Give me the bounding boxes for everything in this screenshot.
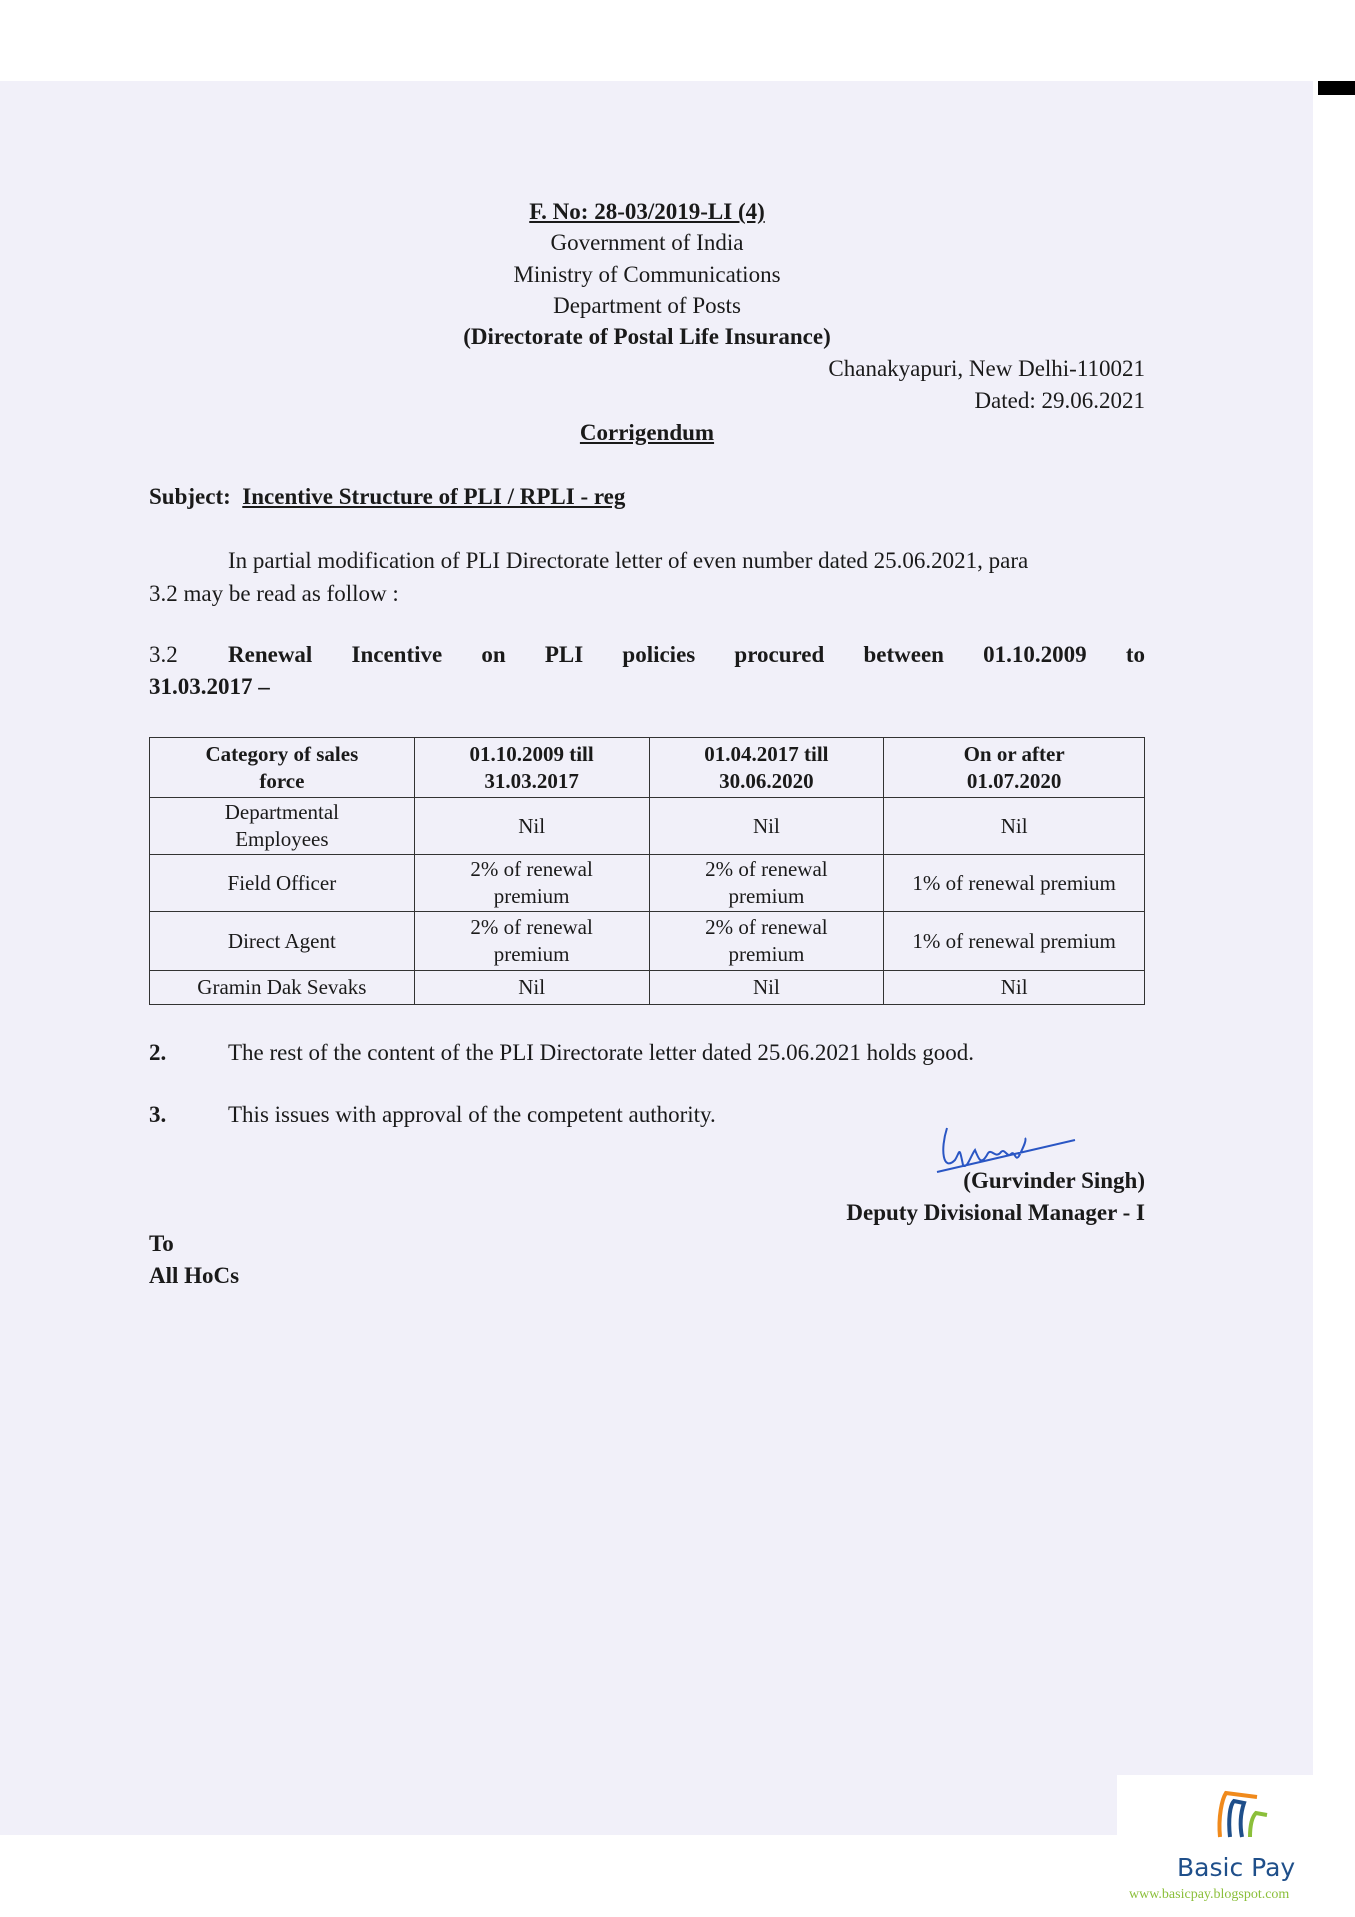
subject-text: Incentive Structure of PLI / RPLI - reg <box>242 484 626 509</box>
intro-line: 3.2 may be read as follow : <box>149 581 399 606</box>
table-cell <box>649 855 884 912</box>
cell-line: 2% of renewal <box>470 857 593 881</box>
table-cell <box>649 798 884 855</box>
section-heading-cont: 31.03.2017 – <box>149 674 270 699</box>
header-line: On or after <box>963 741 1065 766</box>
address: Chanakyapuri, New Delhi-110021 <box>828 356 1145 381</box>
subject <box>149 482 625 512</box>
header-line: Government of India <box>550 230 744 255</box>
signatory-name: (Gurvinder Singh) <box>963 1168 1145 1193</box>
table-cell <box>414 855 649 912</box>
page-title: Corrigendum <box>579 420 715 445</box>
table-header-cell <box>150 738 415 798</box>
cell-line: 2% of renewal <box>705 915 828 939</box>
header-line: Ministry of Communications <box>513 262 781 287</box>
to-label: To <box>149 1231 174 1256</box>
cell-line: 2% of renewal <box>470 915 593 939</box>
scan-mark <box>1318 81 1355 95</box>
header-line: 01.10.2009 till <box>469 741 594 766</box>
table-cell <box>884 798 1145 855</box>
table-cell <box>150 798 415 855</box>
section-heading: Renewal Incentive on PLI policies procured between 01.10.2009 to <box>228 642 1145 667</box>
cell-line: premium <box>728 884 805 908</box>
cell-line: premium <box>493 942 570 966</box>
cell-line: 1% of renewal premium <box>912 870 1116 895</box>
table-row <box>150 855 1145 912</box>
table-cell <box>884 855 1145 912</box>
header-line: force <box>259 768 305 793</box>
cell-line: Nil <box>518 813 546 838</box>
cell-line: Nil <box>518 975 546 999</box>
table-header-cell <box>649 738 884 798</box>
table-cell <box>414 971 649 1005</box>
cell-line: Gramin Dak Sevaks <box>197 975 367 999</box>
table-body <box>150 798 1145 1005</box>
incentive-table <box>149 737 1145 1005</box>
table-cell <box>649 971 884 1005</box>
cell-line: 1% of renewal premium <box>912 928 1116 953</box>
cell-line: Nil <box>752 813 780 838</box>
para-number: 3. <box>149 1102 167 1127</box>
cell-line: premium <box>493 884 570 908</box>
table-row <box>150 912 1145 971</box>
header-line: 30.06.2020 <box>719 768 814 793</box>
date: Dated: 29.06.2021 <box>974 388 1145 413</box>
table-cell <box>414 912 649 971</box>
brand-name: Basic Pay <box>1177 1853 1296 1882</box>
table-header-cell <box>884 738 1145 798</box>
file-number: F. No: 28-03/2019-LI (4) <box>529 199 765 224</box>
table-cell <box>884 912 1145 971</box>
cell-line: Employees <box>235 827 329 851</box>
cell-line: Nil <box>752 975 780 999</box>
table-cell <box>150 855 415 912</box>
table-cell <box>150 912 415 971</box>
cell-line: Nil <box>1000 975 1028 999</box>
para-text: This issues with approval of the competent authority. <box>228 1102 716 1127</box>
cell-line: Departmental <box>224 800 339 824</box>
table-row <box>150 798 1145 855</box>
basic-pay-watermark <box>1117 1775 1355 1917</box>
cell-line: premium <box>728 942 805 966</box>
table-header-cell <box>414 738 649 798</box>
table-cell <box>150 971 415 1005</box>
header-line: Category of sales <box>205 741 359 766</box>
cell-line: Nil <box>1000 813 1028 838</box>
cell-line: Direct Agent <box>227 928 336 953</box>
table-cell <box>884 971 1145 1005</box>
subject-label: Subject: <box>149 484 231 509</box>
header-line: 01.07.2020 <box>966 768 1062 793</box>
table-row <box>150 971 1145 1005</box>
brand-url: www.basicpay.blogspot.com <box>1129 1887 1290 1902</box>
intro-line: In partial modification of PLI Directorate letter of even number dated 25.06.2021, para <box>228 548 1029 573</box>
cell-line: Field Officer <box>227 870 337 895</box>
table-cell <box>414 798 649 855</box>
recipient: All HoCs <box>149 1263 240 1288</box>
para-number: 2. <box>149 1040 167 1065</box>
basic-pay-logo-icon <box>1212 1787 1272 1842</box>
section-number: 3.2 <box>149 642 178 667</box>
table-cell <box>649 912 884 971</box>
header-line: 31.03.2017 <box>484 768 579 793</box>
para-text: The rest of the content of the PLI Directorate letter dated 25.06.2021 holds good. <box>228 1040 975 1065</box>
header-line: 01.04.2017 till <box>704 741 829 766</box>
signatory-designation: Deputy Divisional Manager - I <box>846 1200 1145 1225</box>
header-line: Department of Posts <box>553 293 741 318</box>
cell-line: 2% of renewal <box>705 857 828 881</box>
table-header-row <box>150 738 1145 798</box>
directorate: (Directorate of Postal Life Insurance) <box>463 324 831 349</box>
